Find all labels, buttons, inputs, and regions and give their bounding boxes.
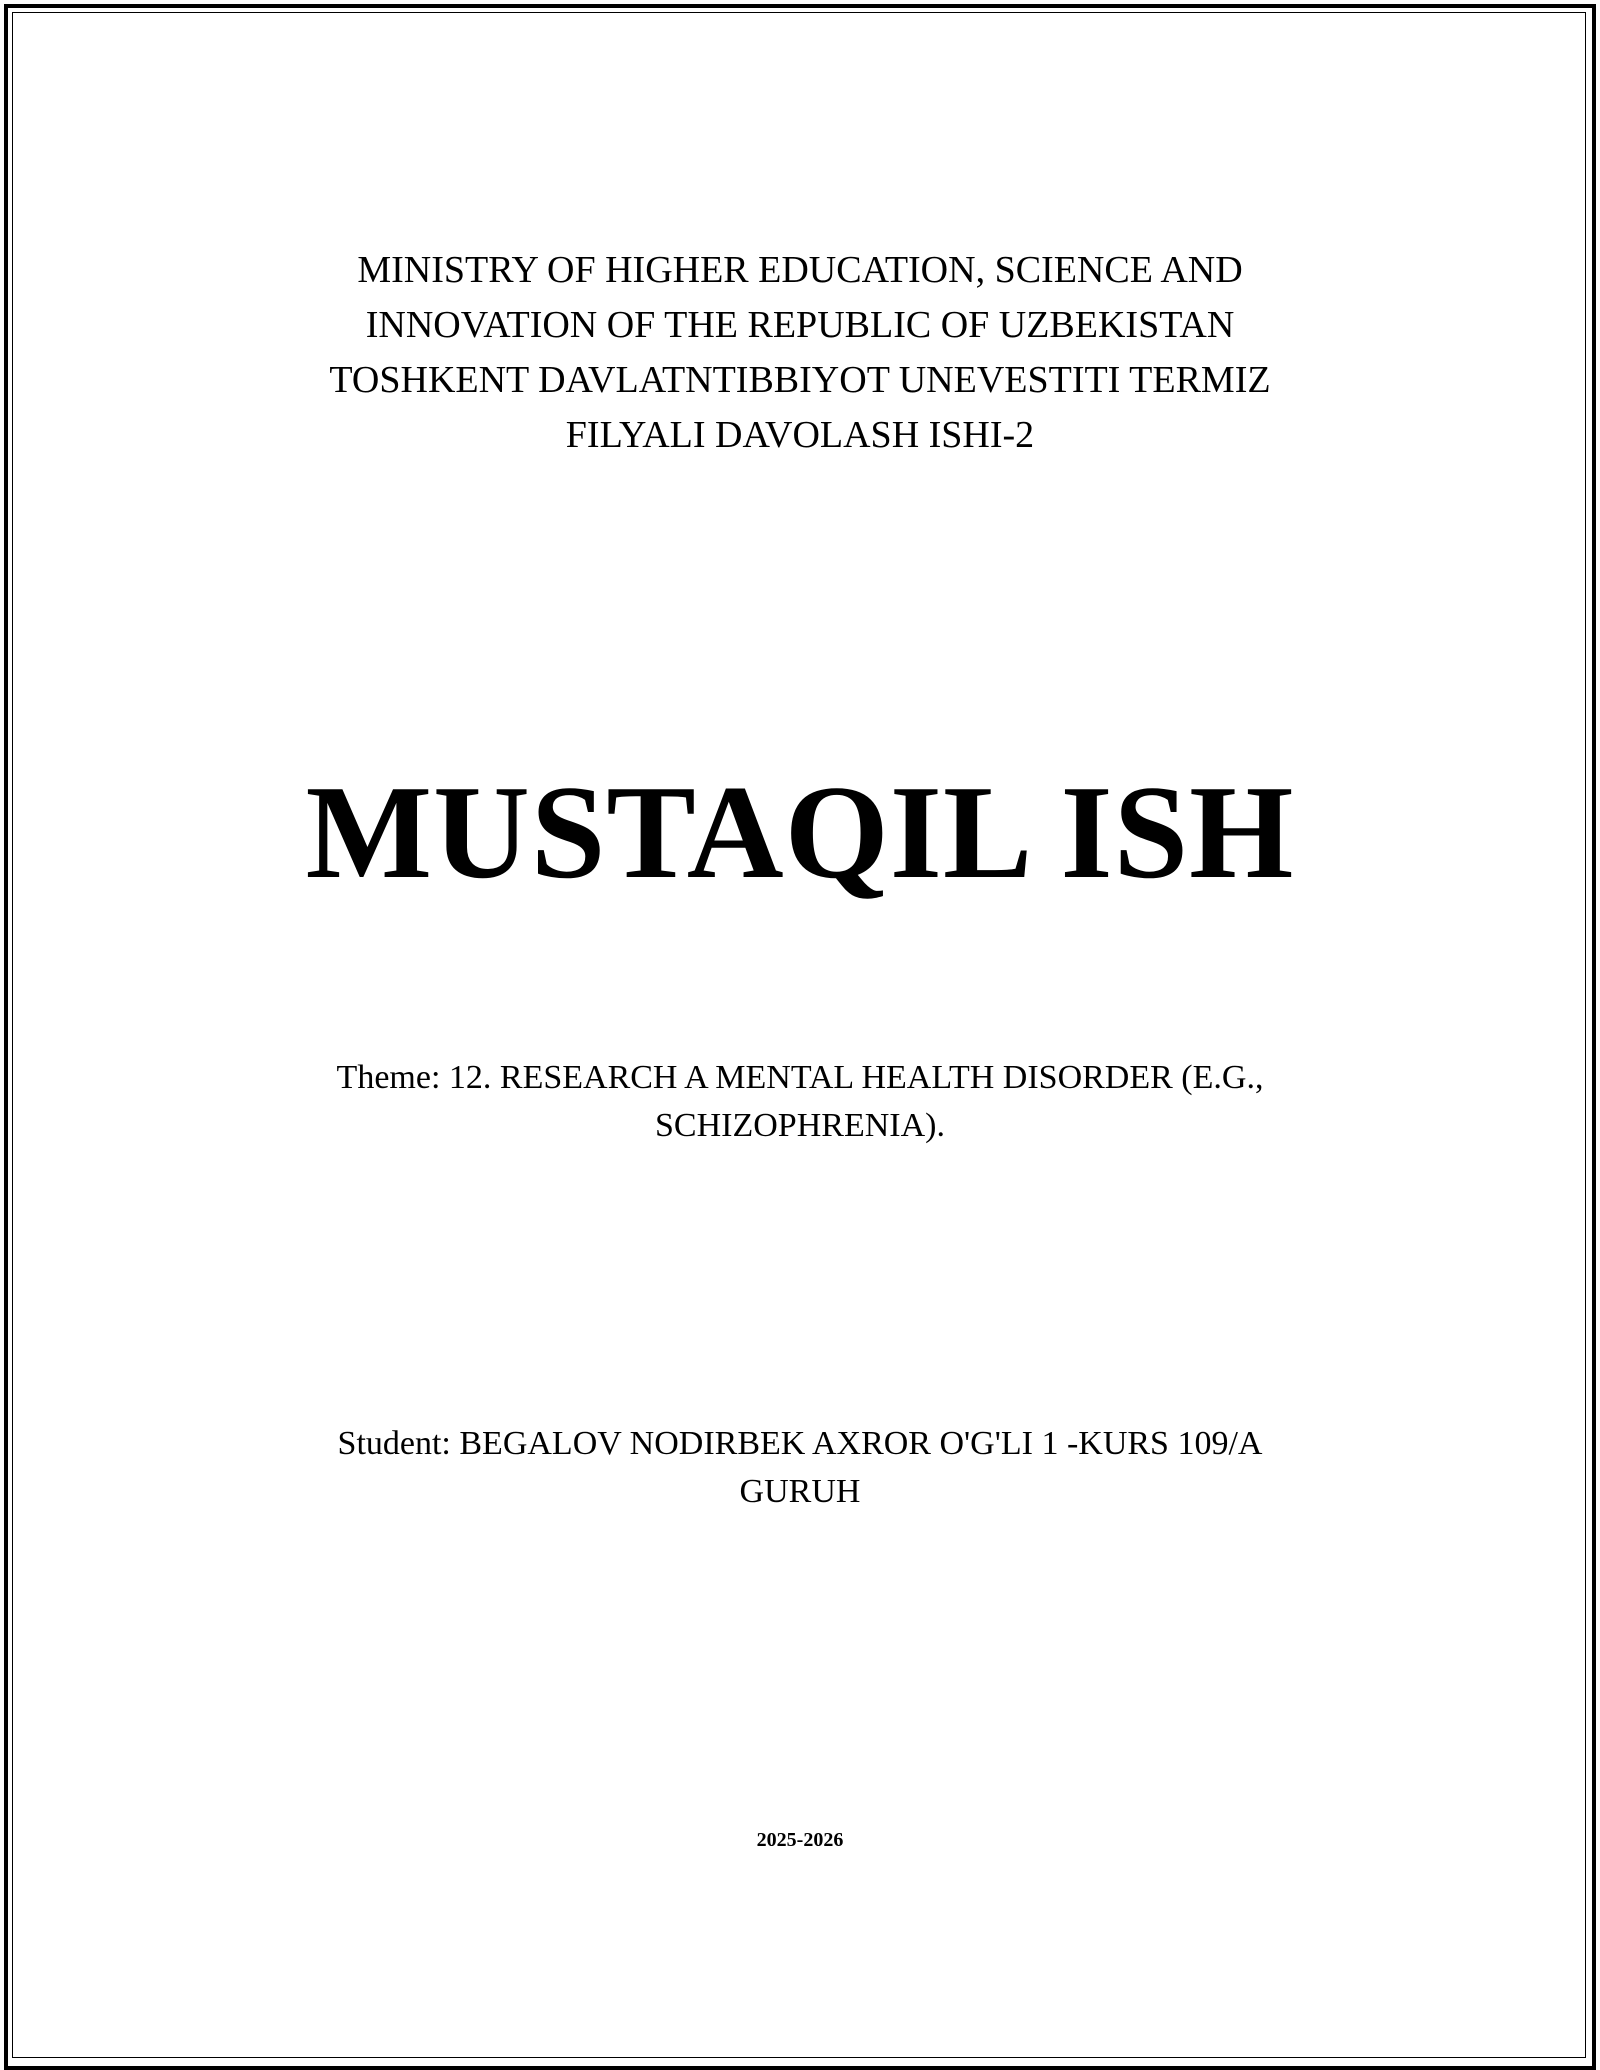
theme-line: SCHIZOPHRENIA). — [655, 1107, 945, 1144]
student-line: GURUH — [739, 1473, 861, 1510]
student-line: Student: BEGALOV NODIRBEK AXROR O'G'LI 1 -KURS 109/A — [337, 1425, 1263, 1462]
institution-line: INNOVATION OF THE REPUBLIC OF UZBEKISTAN — [365, 304, 1235, 346]
institution-line: MINISTRY OF HIGHER EDUCATION, SCIENCE AND — [357, 249, 1243, 291]
theme-block — [0, 1054, 1600, 1150]
student-block — [0, 1420, 1600, 1516]
academic-year: 2025-2026 — [756, 1829, 844, 1851]
theme-line: Theme: 12. RESEARCH A MENTAL HEALTH DISORDER (E.G., — [336, 1059, 1264, 1096]
institution-line: TOSHKENT DAVLATNTIBBIYOT UNEVESTITI TERMIZ — [329, 359, 1271, 401]
institution-line: FILYALI DAVOLASH ISHI-2 — [565, 414, 1035, 456]
institution-header — [0, 243, 1600, 463]
document-title: MUSTAQIL ISH — [305, 758, 1295, 906]
